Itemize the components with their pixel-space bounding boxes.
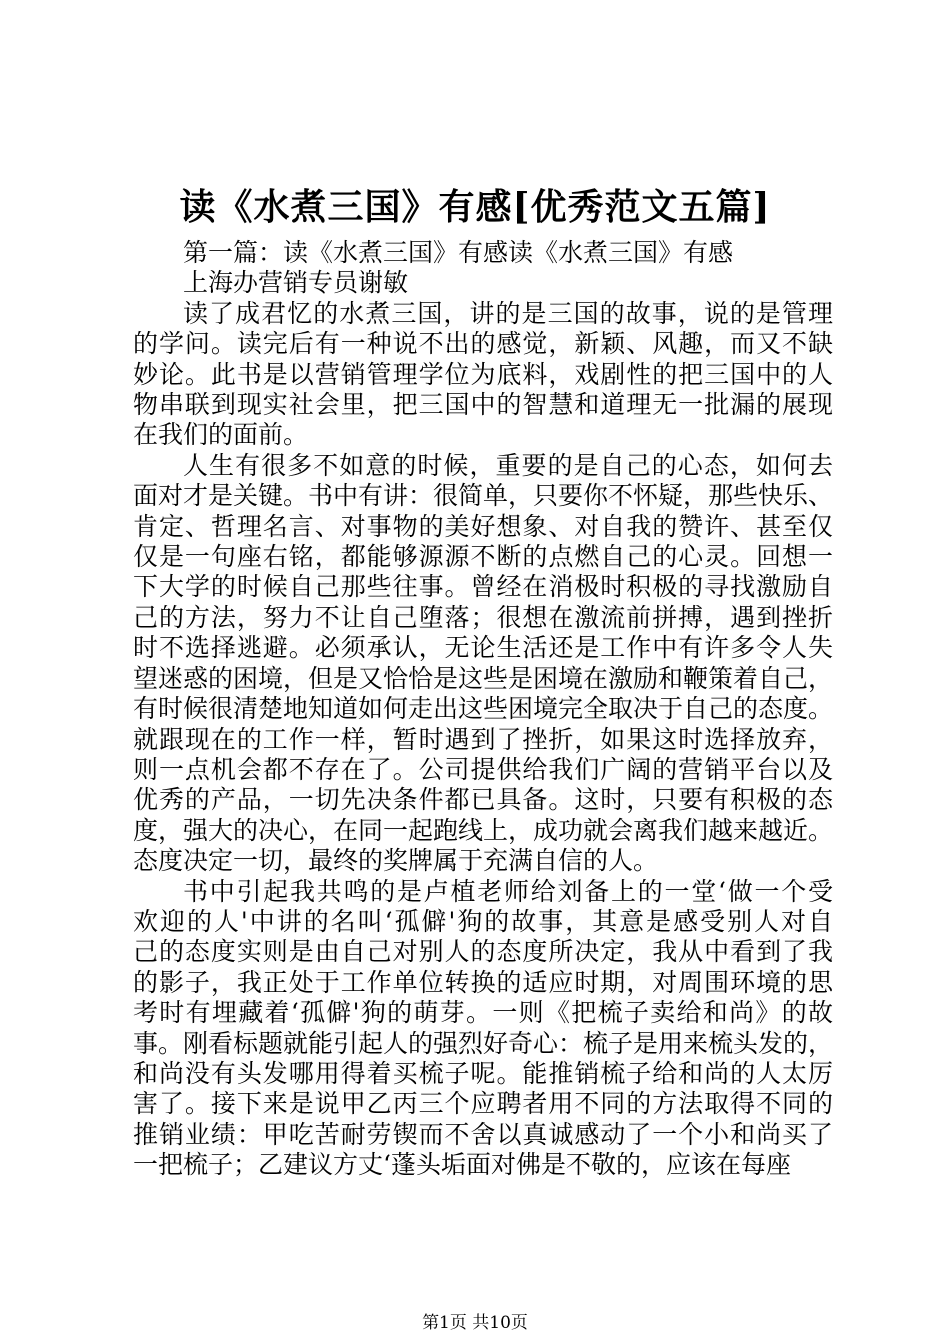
paragraph-line: 一把梳子；乙建议方丈‘蓬头垢面对佛是不敬的，应该在每座 (133, 1150, 791, 1180)
paragraph-line: 面对才是关键。书中有讲：很简单，只要你不怀疑，那些快乐、 (133, 481, 834, 511)
paragraph-line: 考时有埋藏着‘孤僻'狗的萌芽。一则《把梳子卖给和尚》的故 (133, 998, 833, 1028)
paragraph-line: 有时候很清楚地知道如何走出这些困境完全取决于自己的态度。 (133, 694, 834, 724)
paragraph-line: 事。刚看标题就能引起人的强烈好奇心：梳子是用来梳头发的， (133, 1028, 834, 1058)
paragraph-line: 欢迎的人'中讲的名叫‘孤僻'狗的故事，其意是感受别人对自 (133, 906, 833, 936)
paragraph-line: 时不选择逃避。必须承认，无论生活还是工作中有许多令人失 (133, 633, 833, 663)
paragraph-line: 望迷惑的困境，但是又恰恰是这些是困境在激励和鞭策着自己， (133, 663, 834, 693)
paragraph-line: 和尚没有头发哪用得着买梳子呢。能推销梳子给和尚的人太厉 (133, 1058, 833, 1088)
paragraph-line: 妙论。此书是以营销管理学位为底料，戏剧性的把三国中的人 (133, 359, 833, 389)
paragraph-line: 人生有很多不如意的时候，重要的是自己的心态，如何去 (183, 450, 833, 480)
document-title: 读《水煮三国》有感[优秀范文五篇] (179, 186, 771, 228)
paragraph-line: 优秀的产品，一切先决条件都已具备。这时，只要有积极的态 (133, 785, 833, 815)
page-footer: 第1页 共10页 (422, 1313, 528, 1333)
paragraphs-container (133, 299, 833, 1181)
paragraph-line: 则一点机会都不存在了。公司提供给我们广阔的营销平台以及 (133, 754, 833, 784)
document-body (133, 238, 833, 1181)
paragraph-line: 肯定、哲理名言、对事物的美好想象、对自我的赞许、甚至仅 (133, 511, 833, 541)
paragraph-line: 书中引起我共鸣的是卢植老师给刘备上的一堂‘做一个受 (183, 876, 833, 906)
body-paragraph (133, 877, 833, 1181)
paragraph-line: 态度决定一切，最终的奖牌属于充满自信的人。 (133, 846, 659, 876)
paragraph-line: 的学问。读完后有一种说不出的感觉，新颖、风趣，而又不缺 (133, 329, 833, 359)
paragraph-line: 的影子，我正处于工作单位转换的适应时期，对周围环境的思 (133, 967, 833, 997)
paragraph-line: 就跟现在的工作一样，暂时遇到了挫折，如果这时选择放弃， (133, 724, 833, 754)
paragraph-line: 读了成君忆的水煮三国，讲的是三国的故事，说的是管理 (183, 298, 833, 328)
paragraph-line: 害了。接下来是说甲乙丙三个应聘者用不同的方法取得不同的 (133, 1089, 833, 1119)
subtitle-line: 第一篇：读《水煮三国》有感读《水煮三国》有感 (183, 238, 734, 267)
paragraph-line: 下大学的时候自己那些往事。曾经在消极时积极的寻找激励自 (133, 572, 833, 602)
paragraph-line: 仅是一句座右铭，都能够源源不断的点燃自己的心灵。回想一 (133, 542, 833, 572)
paragraph-line: 己的方法，努力不让自己堕落；很想在激流前拼搏，遇到挫折 (133, 602, 833, 632)
paragraph-line: 度，强大的决心，在同一起跑线上，成功就会离我们越来越近。 (133, 815, 834, 845)
body-paragraph (133, 299, 833, 451)
author-line: 上海办营销专员谢敏 (183, 268, 409, 298)
paragraph-line: 推销业绩：甲吃苦耐劳锲而不舍以真诚感动了一个小和尚买了 (133, 1119, 833, 1149)
paragraph-line: 己的态度实则是由自己对别人的态度所决定，我从中看到了我 (133, 937, 833, 967)
body-paragraph (133, 451, 833, 877)
paragraph-line: 物串联到现实社会里，把三国中的智慧和道理无一批漏的展现 (133, 390, 833, 420)
paragraph-line: 在我们的面前。 (133, 420, 309, 450)
